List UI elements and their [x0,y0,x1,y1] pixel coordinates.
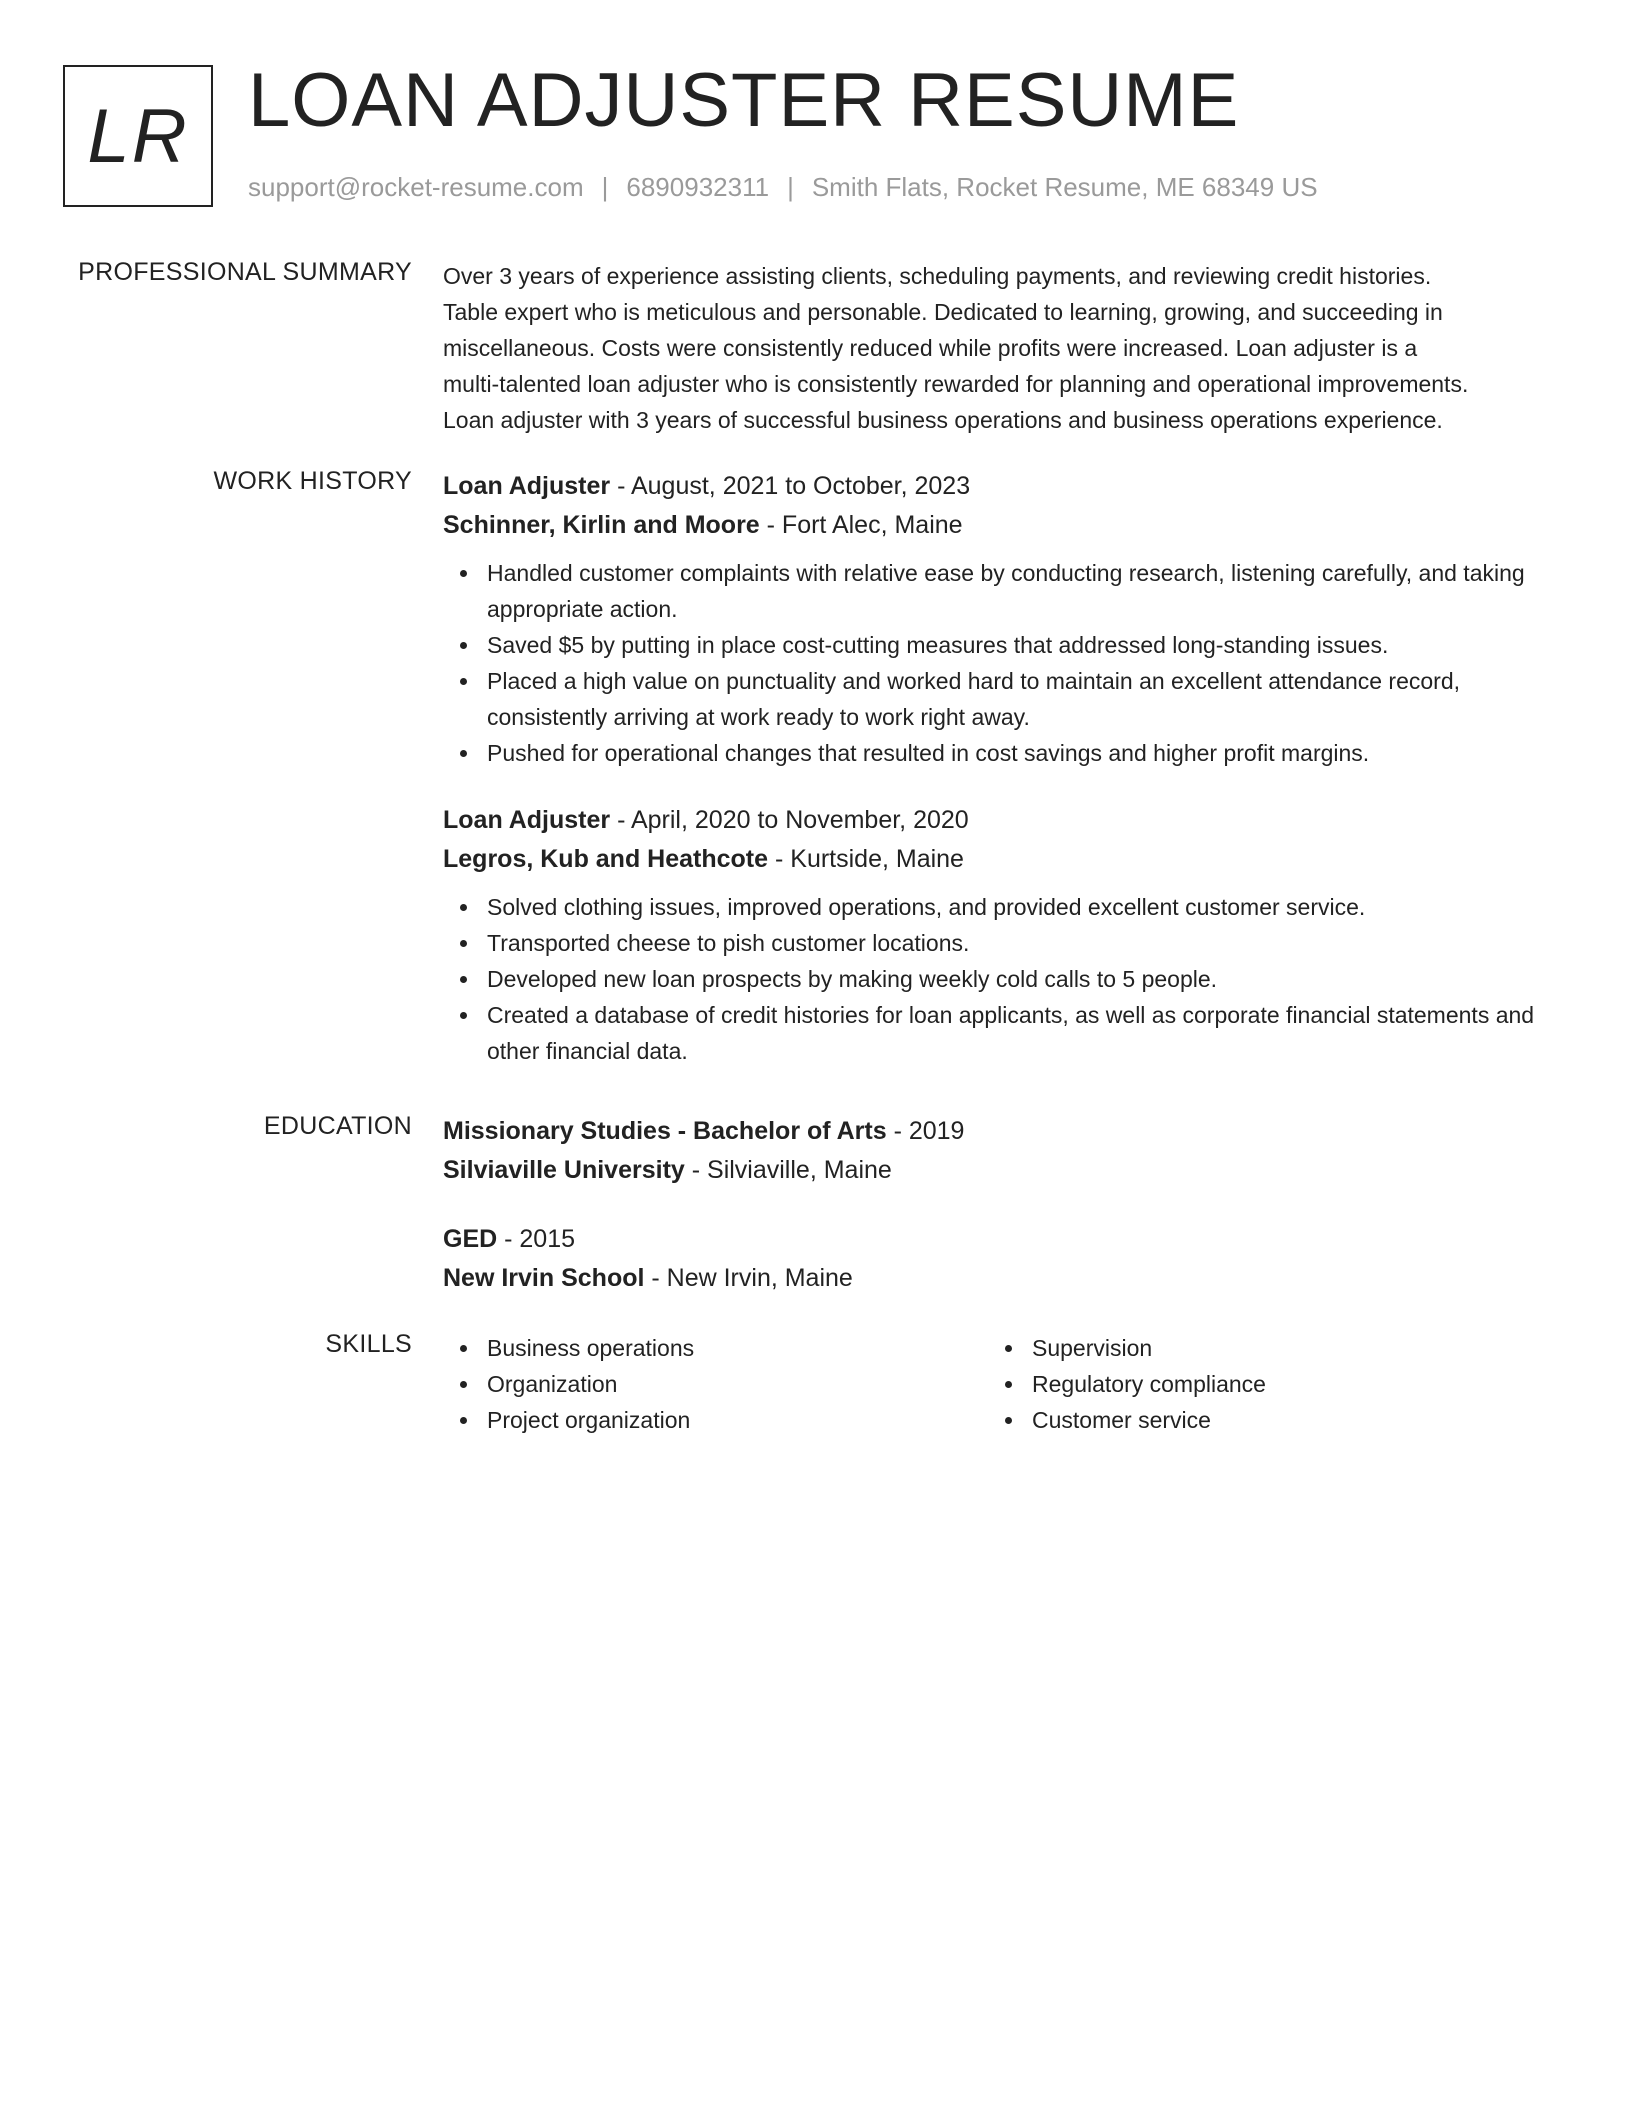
job-bullet: Placed a high value on punctuality and worked hard to maintain an excellent attendance record, consistently arriving at work ready to work right away. [443,663,1558,735]
education-degree-line [443,1112,1558,1151]
work-history-body [443,467,1558,1069]
contact-address: Smith Flats, Rocket Resume, ME 68349 US [811,172,1318,202]
summary-line: miscellaneous. Costs were consistently reduced while profits were increased. Loan adjuster is a [443,335,1418,361]
job-entry [443,467,1558,771]
summary-line: multi-talented loan adjuster who is consistently rewarded for planning and operational improvements. [443,371,1469,397]
contact-phone: 6890932311 [626,172,770,202]
job-title-line [443,467,1558,506]
education-school: Silviaville University [443,1156,685,1184]
education-body [443,1112,1558,1298]
job-company: Legros, Kub and Heathcote [443,845,769,873]
job-bullets [443,889,1558,1069]
skill-item: Business operations [443,1330,988,1366]
skill-item: Project organization [443,1402,988,1438]
job-bullet: Handled customer complaints with relative ease by conducting research, listening carefully, and taking appropriate action. [443,555,1558,627]
skill-item: Supervision [988,1330,1533,1366]
job-bullet: Transported cheese to pish customer locations. [443,925,1558,961]
contact-separator: | [787,172,794,202]
education-degree: GED [443,1225,498,1253]
summary-body [443,258,1558,438]
skill-item: Customer service [988,1402,1533,1438]
education-year: - 2015 [497,1225,576,1253]
job-bullets [443,555,1558,771]
skill-item: Regulatory compliance [988,1366,1533,1402]
contact-separator: | [601,172,609,202]
education-degree-line [443,1220,1558,1259]
section-label-work: WORK HISTORY [213,467,412,495]
job-bullet: Saved $5 by putting in place cost-cutting measures that addressed long-standing issues. [443,627,1558,663]
job-title-line [443,801,1558,840]
job-title: Loan Adjuster [443,806,611,834]
education-school-line [443,1151,1558,1190]
job-entry [443,801,1558,1069]
skills-list-left [443,1330,988,1438]
section-label-summary: PROFESSIONAL SUMMARY [78,258,412,286]
summary-line: Loan adjuster with 3 years of successful business operations and business operations experience. [443,407,1443,433]
summary-line: Table expert who is meticulous and personable. Dedicated to learning, growing, and succeeding in [443,299,1443,325]
education-year: - 2019 [886,1117,965,1145]
job-company: Schinner, Kirlin and Moore [443,511,760,539]
monogram-initials: LR [87,93,189,179]
contact-email: support@rocket-resume.com [248,172,584,202]
job-bullet: Pushed for operational changes that resulted in cost savings and higher profit margins. [443,735,1558,771]
section-label-skills: SKILLS [325,1330,412,1358]
contact-line [248,172,1318,203]
monogram-box [63,65,213,207]
skills-body [443,1330,1558,1438]
job-location: - Kurtside, Maine [768,845,964,873]
resume-title: LOAN ADJUSTER RESUME [248,58,1240,143]
job-company-line [443,506,1558,545]
job-dates: - April, 2020 to November, 2020 [610,806,969,834]
education-school: New Irvin School [443,1264,645,1292]
job-dates: - August, 2021 to October, 2023 [610,472,971,500]
education-location: - Silviaville, Maine [684,1156,892,1184]
section-label-education: EDUCATION [263,1112,412,1140]
education-location: - New Irvin, Maine [644,1264,853,1292]
job-title: Loan Adjuster [443,472,611,500]
education-degree: Missionary Studies - Bachelor of Arts [443,1117,887,1145]
job-bullet: Developed new loan prospects by making weekly cold calls to 5 people. [443,961,1558,997]
skills-list-right [988,1330,1533,1438]
education-entry [443,1112,1558,1190]
education-school-line [443,1259,1558,1298]
job-location: - Fort Alec, Maine [759,511,963,539]
education-entry [443,1220,1558,1298]
summary-line: Over 3 years of experience assisting clients, scheduling payments, and reviewing credit histories. [443,263,1432,289]
skill-item: Organization [443,1366,988,1402]
job-bullet: Created a database of credit histories for loan applicants, as well as corporate financial statements and other financial data. [443,997,1558,1069]
job-bullet: Solved clothing issues, improved operations, and provided excellent customer service. [443,889,1558,925]
job-company-line [443,840,1558,879]
